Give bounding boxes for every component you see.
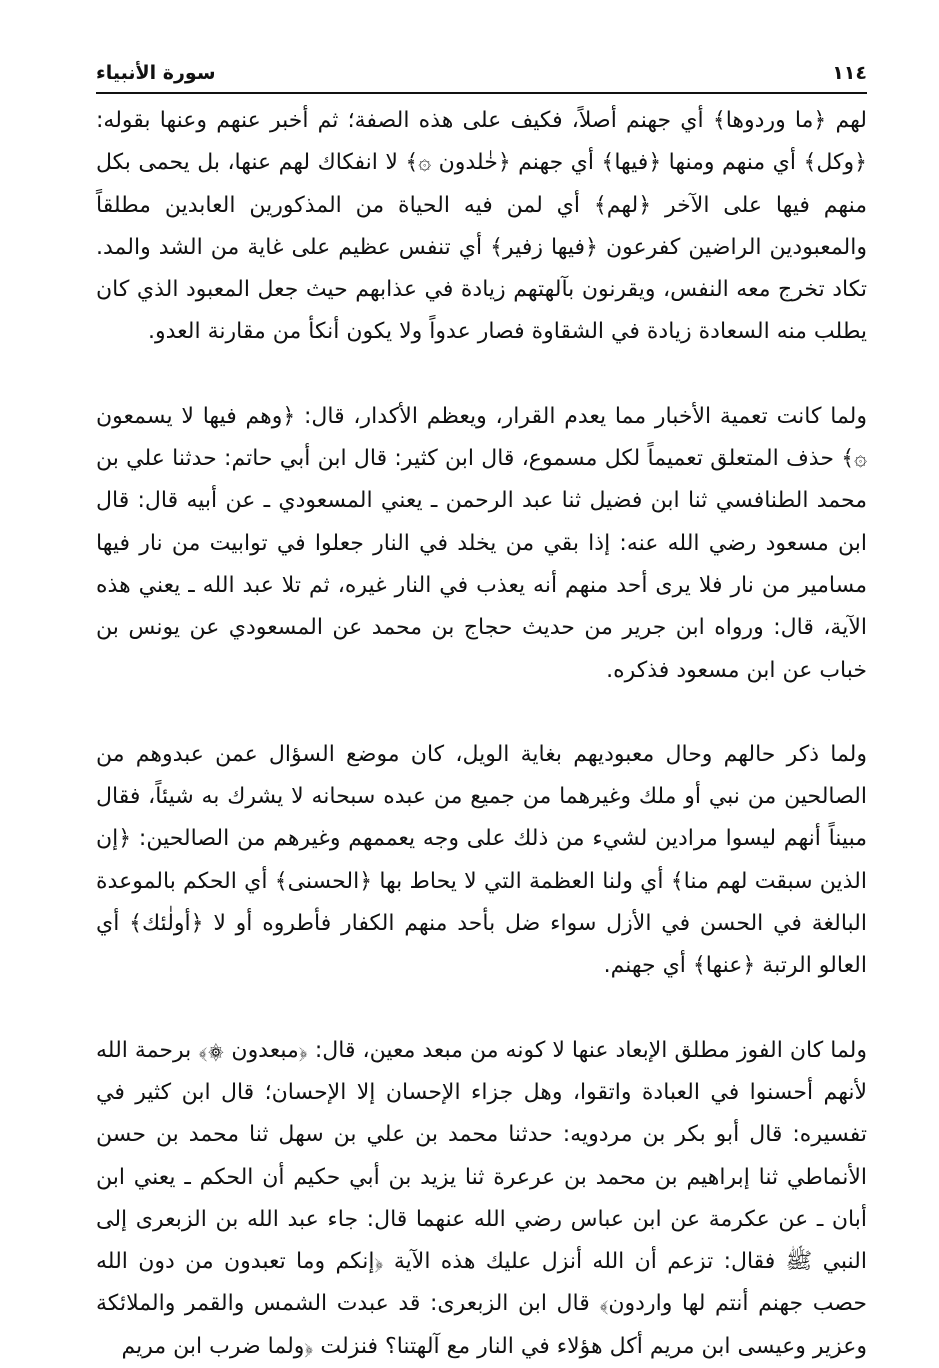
paragraph-4: ولما كان الفوز مطلق الإبعاد عنها لا كونه من مبعد معين، قال: ﴿مبعدون ۞﴾ برحمة الله لأنهم أحسنوا في العبادة واتقوا، وهل جزاء الإحسان إلا الإحسان؛ قال ابن كثير في تفسيره: قال أبو بكر بن مردويه: حدثنا محمد بن علي بن سهل ثنا محمد بن حسن الأنماطي ثنا إبراهيم بن محمد بن عرعرة ثنا يزيد بن أبي حكيم أن الحكم ـ يعني ابن أبان ـ عن عكرمة عن ابن عباس رضي الله عنهما قال: جاء عبد الله بن الزبعرى إلى النبي ﷺ فقال: تزعم أن الله أنزل عليك هذه الآية ﴿إنكم وما تعبدون من دون الله حصب جهنم أنتم لها واردون﴾ قال ابن الزبعرى: قد عبدت الشمس والقمر والملائكة وعزير وعيسى ابن مريم أكل هؤلاء في النار مع آلهتنا؟ فنزلت ﴿ولما ضرب ابن مريم xyxy=(96,1037,867,1359)
paragraph-3: ولما ذكر حالهم وحال معبوديهم بغاية الويل، كان موضع السؤال عمن عبدوهم من الصالحين من نبي أو ملك وغيرهما من جميع من عبده سبحانه لا يشرك به شيئاً، فقال مبيناً أنهم ليسوا مرادين لشيء من ذلك على وجه يعممهم وغيرهم من الصالحين: ﴿إن الذين سبقت لهم منا﴾ أي ولنا العظمة التي لا يحاط بها ﴿الحسنى﴾ أي الحكم بالموعدة البالغة في الحسن في الأزل سواء ضل بأحد منهم الكفار فأطروه أو لا ﴿أولٰئك﴾ أي العالو الرتبة ﴿عنها﴾ أي جهنم. xyxy=(96,741,867,979)
paragraph-1: لهم ﴿ما وردوها﴾ أي جهنم أصلاً، فكيف على هذه الصفة؛ ثم أخبر عنهم وعنها بقوله: ﴿وكل﴾ أي منهم ومنها ﴿فيها﴾ أي جهنم ﴿خٰلدون ۞﴾ لا انفكاك لهم عنها، بل يحمى بكل منهم فيها على الآخر ﴿لهم﴾ أي لمن فيه الحياة من المذكورين العابدين مطلقاً والمعبودين الراضين كفرعون ﴿فيها زفير﴾ أي تنفس عظيم على غاية من الشد والمد. تكاد تخرج معه النفس، ويقرنون بآلهتهم زيادة في عذابهم حيث جعل المعبود الذي كان يطلب منه السعادة زيادة في الشقاوة فصار عدواً ولا يكون أنكأ من مقارنة العدو. xyxy=(96,108,867,345)
paragraph-2: ولما كانت تعمية الأخبار مما يعدم القرار، ويعظم الأكدار، قال: ﴿وهم فيها لا يسمعون ۞﴾ حذف المتعلق تعميماً لكل مسموع، قال ابن كثير: قال ابن أبي حاتم: حدثنا علي بن محمد الطنافسي ثنا ابن فضيل ثنا عبد الرحمن ـ يعني المسعودي ـ عن أبيه قال: قال ابن مسعود رضي الله عنه: إذا بقي من يخلد في النار جعلوا في توابيت من نار فيها مسامير من نار فلا يرى أحد منهم أنه يعذب في النار غيره، ثم تلا عبد الله ـ يعني هذه الآية، قال: ورواه ابن جرير من حديث حجاج بن محمد عن المسعودي عن يونس بن خباب عن ابن مسعود فذكره. xyxy=(96,403,867,683)
header-rule xyxy=(96,92,867,94)
surah-title: سورة الأنبياء xyxy=(96,62,216,84)
page-header xyxy=(96,62,867,92)
page-number: ١١٤ xyxy=(832,62,867,84)
